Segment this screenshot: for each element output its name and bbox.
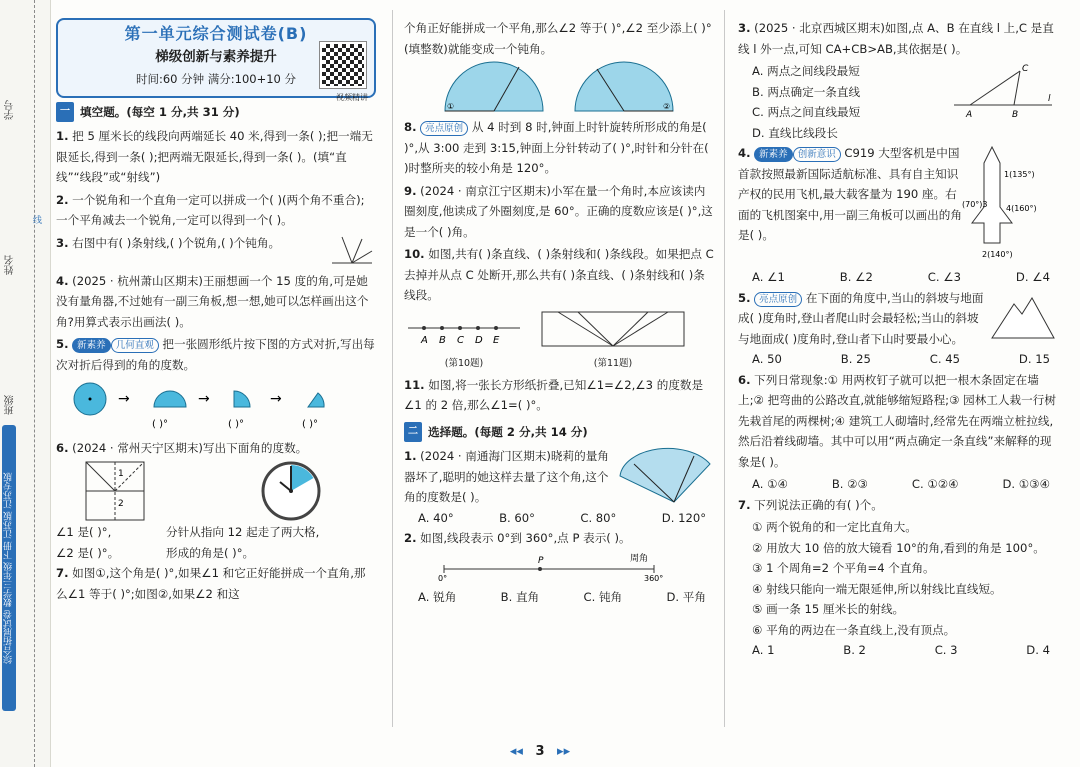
option-a[interactable]: A. 1 <box>752 643 775 657</box>
column-3 <box>738 18 1058 661</box>
section-number: 一 <box>56 102 74 123</box>
statement: ② 用放大 10 倍的放大镜看 10°的角,看到的角是 100°。 <box>752 540 1045 555</box>
option-d[interactable]: D. ∠4 <box>1015 270 1050 284</box>
skill-tag: 几何直观 <box>111 338 159 353</box>
prev-page-icon[interactable]: ◂◂ <box>509 744 523 759</box>
section-fill-heading <box>56 102 240 123</box>
choice-4-options <box>738 267 1058 288</box>
statement: ④ 射线只能向一端无限延伸,所以射线比直线短。 <box>752 581 1002 596</box>
svg-text:E: E <box>493 334 500 346</box>
cut-line <box>34 0 35 767</box>
question-10: 10. 如图,共有( )条直线、( )条射线和( )条线段。如果把点 C 去掉并从点 C 处断开,那么共有( )条直线、( )条射线和( )条线段。 <box>404 247 714 302</box>
svg-text:周角: 周角 <box>630 553 649 564</box>
option-d[interactable]: D. 直线比线段长 <box>752 125 838 140</box>
option-d[interactable]: D. 4 <box>1026 643 1050 657</box>
column-1 <box>56 18 376 606</box>
protractor-figures <box>404 61 714 117</box>
column-2 <box>404 18 714 608</box>
svg-text:→: → <box>270 391 282 407</box>
statement: ① 两个锐角的和一定比直角大。 <box>752 520 917 534</box>
exam-title: 第一单元综合测试卷(B) <box>124 24 308 43</box>
choice-2: 2. 如图,线段表示 0°到 360°,点 P 表示( )。 <box>404 531 631 545</box>
option-a[interactable]: A. 50 <box>752 352 782 366</box>
page-footer <box>0 744 1080 759</box>
section-title: 填空题。(每空 1 分,共 31 分) <box>80 104 240 119</box>
option-a[interactable]: A. 两点之间线段最短 <box>752 64 860 78</box>
choice-7: 7. 下列说法正确的有( )个。 <box>738 497 883 512</box>
choice-7-statements <box>738 517 1058 640</box>
svg-text:360°: 360° <box>644 573 664 581</box>
svg-text:( )°: ( )° <box>302 419 318 430</box>
figure-11-caption: (第11题) <box>593 358 633 369</box>
book-series-tag: 综合拓展试卷 数学三年级 下册 江苏版 江苏专版 <box>2 425 16 711</box>
option-c[interactable]: C. 钝角 <box>583 590 623 604</box>
choice-6-options <box>738 474 1058 495</box>
original-tag: 亮点原创 <box>754 292 802 307</box>
choice-1: 1. (2024 · 南通海门区期末)晓莉的量角器坏了,聪明的她这样去量了这个角,这个角的度数是( )。 <box>404 446 714 508</box>
choice-4: 4. 新素养 创新意识 C919 大型客机是中国首款按照最新国际适航标准、具有自主知识产权的民用飞机,最大载客量为 190 座。右面的飞机图案中,用一副三角板可以画出的角是( )。 1(135°) (70°)3 4(160°) 2(140°) <box>738 143 1058 267</box>
option-c[interactable]: C. 3 <box>934 643 958 657</box>
protractor-2 <box>569 61 679 117</box>
option-b[interactable]: B. 60° <box>499 510 535 525</box>
exam-subtitle: 梯级创新与素养提升 <box>155 48 277 65</box>
binding-margin <box>0 0 51 767</box>
option-b[interactable]: B. ∠2 <box>839 270 873 284</box>
question-6: 6. (2024 · 常州天宁区期末)写出下面角的度数。 <box>56 440 308 455</box>
svg-text:( )°: ( )° <box>228 419 244 430</box>
option-b[interactable]: B. 25 <box>840 352 871 366</box>
student-id-label: 学号 <box>5 100 16 120</box>
section-title: 选择题。(每题 2 分,共 14 分) <box>428 424 588 439</box>
choice-1-options <box>404 508 714 529</box>
class-label: 班级 <box>5 395 16 415</box>
option-c[interactable]: C. 80° <box>580 510 617 525</box>
column-divider <box>392 10 393 727</box>
option-b[interactable]: B. 直角 <box>500 590 540 604</box>
statement: ③ 1 个周角=2 个平角=4 个直角。 <box>752 561 935 575</box>
question-3: 3. 右图中有( )条射线,( )个锐角,( )个钝角。 <box>56 233 376 269</box>
q6-figures <box>56 460 376 522</box>
choice-3-body <box>738 61 1058 143</box>
next-page-icon[interactable]: ▸▸ <box>557 744 571 759</box>
option-c[interactable]: C. 两点之间直线最短 <box>752 105 861 119</box>
choice-2-options <box>404 587 714 608</box>
question-2: 2. 一个锐角和一个直角一定可以拼成一个( )(两个角不重合);一个平角减去一个锐角,一定可以得到一个( )。 <box>56 192 365 227</box>
literacy-tag: 新素养 <box>72 338 111 353</box>
option-b[interactable]: B. ②③ <box>831 477 868 491</box>
svg-text:B: B <box>1012 110 1019 120</box>
option-a[interactable]: A. ①④ <box>752 477 788 491</box>
svg-text:2: 2 <box>118 499 124 509</box>
choice-5: 5. 亮点原创 在下面的角度中,当山的斜坡与地面成( )度角时,登山者爬山时会最轻松;当山的斜坡与地面成( )度角时,登山者下山时要最小心。 <box>738 288 1058 350</box>
question-4: 4. (2025 · 杭州萧山区期末)王丽想画一个 15 度的角,可是她没有量角器,不过她有一副三角板,想一想,她可以怎样画出这个角?用算式表示出画法( )。 <box>56 273 369 329</box>
question-1: 1. 把 5 厘米长的线段向两端延长 40 米,得到一条( );把一端无限延长,得到一条( );把两端无限延长,得到一条( )。(填“直线”“线段”或“射线”) <box>56 129 373 184</box>
option-d[interactable]: D. 平角 <box>666 590 706 604</box>
rays-figure <box>326 233 376 269</box>
svg-text:A: A <box>421 334 428 346</box>
svg-text:B: B <box>439 334 446 346</box>
svg-text:②: ② <box>663 102 671 111</box>
svg-text:1(135°): 1(135°) <box>1004 170 1035 179</box>
section-choice-heading <box>404 422 588 443</box>
angle-line-figure <box>404 551 704 581</box>
triangle-line-figure <box>948 61 1058 121</box>
svg-text:D: D <box>475 334 483 346</box>
svg-text:P: P <box>538 555 544 566</box>
svg-text:0°: 0° <box>438 573 448 581</box>
literacy-tag: 新素养 <box>754 147 793 162</box>
option-c[interactable]: C. ①②④ <box>911 477 959 491</box>
page-number: 3 <box>535 744 545 759</box>
option-a[interactable]: A. ∠1 <box>752 270 785 284</box>
option-a[interactable]: A. 40° <box>418 510 454 525</box>
qr-label: 视频精讲 <box>336 93 368 102</box>
question-8: 8. 亮点原创 从 4 时到 8 时,钟面上时针旋转所形成的角是( )°,从 3:00 走到 3:15,钟面上分针转动了( )°,时针和分针在( )时整所夹的较小角是 120°。 <box>404 120 709 175</box>
column-divider <box>724 10 725 727</box>
option-a[interactable]: A. 锐角 <box>418 590 457 604</box>
q6-answers: ∠1 是( )°, ∠2 是( )°。 分针从指向 12 起走了两大格, 形成的角是( )°。 <box>56 525 320 560</box>
svg-text:C: C <box>1022 64 1029 74</box>
points-line-figure <box>404 308 524 348</box>
folded-paper-figure <box>538 308 688 348</box>
airplane-figure <box>962 143 1058 267</box>
exam-info: 时间:60 分钟 满分:100+10 分 <box>135 72 297 86</box>
question-5: 5. 新素养 几何直观 把一张圆形纸片按下图的方式对折,写出每次对折后得到的角的度数。 <box>56 337 375 372</box>
option-b[interactable]: B. 两点确定一条直线 <box>752 84 861 99</box>
svg-text:1: 1 <box>118 469 124 479</box>
option-d[interactable]: D. 120° <box>661 510 706 525</box>
svg-text:l: l <box>1048 94 1051 104</box>
option-c[interactable]: C. 45 <box>929 352 960 366</box>
statement: ⑥ 平角的两边在一条直线上,没有顶点。 <box>752 622 956 637</box>
question-9: 9. (2024 · 南京江宁区期末)小军在量一个角时,本应该读内圈刻度,他读成了外圈刻度,是 60°。正确的度数应该是( )°,这是一个( )角。 <box>404 183 713 239</box>
choice-3: 3. (2025 · 北京西城区期末)如图,点 A、B 在直线 l 上,C 是直线 l 外一点,可知 CA+CB>AB,其依据是( )。 <box>738 21 1054 56</box>
option-c[interactable]: C. ∠3 <box>927 270 962 284</box>
mountain-figure <box>988 288 1058 344</box>
clock-figure <box>216 460 366 522</box>
qr-code-icon[interactable] <box>320 42 366 88</box>
svg-text:→: → <box>118 391 130 407</box>
folded-square-figure <box>56 460 216 522</box>
option-d[interactable]: D. ①③④ <box>1002 477 1050 491</box>
paper-folding-figure <box>56 377 356 431</box>
option-d[interactable]: D. 15 <box>1018 352 1050 366</box>
figure-10-caption: (第10题) <box>444 358 484 369</box>
statement: ⑤ 画一条 15 厘米长的射线。 <box>752 602 905 616</box>
choice-7-options <box>738 640 1058 661</box>
svg-text:A: A <box>966 110 973 120</box>
question-7-continued: 个角正好能拼成一个平角,那么∠2 等于( )°,∠2 至少添上( )°(填整数)就能变成一个钝角。 <box>404 21 712 56</box>
choice-5-options <box>738 349 1058 370</box>
broken-protractor-figure <box>614 446 714 506</box>
svg-text:①: ① <box>447 102 455 111</box>
svg-text:→: → <box>198 391 210 407</box>
svg-text:4(160°): 4(160°) <box>1006 204 1037 213</box>
cut-mark: 线 <box>31 215 41 224</box>
svg-text:C: C <box>457 334 464 346</box>
option-b[interactable]: B. 2 <box>843 643 866 657</box>
question-7: 7. 如图①,这个角是( )°,如果∠1 和它正好能拼成一个直角,那么∠1 等于( )°;如图②,如果∠2 和这 <box>56 566 366 601</box>
svg-text:( )°: ( )° <box>152 419 168 430</box>
question-11: 11. 如图,将一张长方形纸折叠,已知∠1=∠2,∠3 的度数是∠1 的 2 倍,那么∠1=( )°。 <box>404 377 704 412</box>
choice-6: 6. 下列日常现象:① 用两枚钉子就可以把一根木条固定在墙上;② 把弯曲的公路改直,就能够缩短路程;③ 园林工人栽一行树先栽首尾的两棵树;④ 建筑工人砌墙时,经常先在两端立桩拉线,然后沿着线砌墙。其中可以用“两点确定一条直线”来解释的现象是( )。 <box>738 372 1056 469</box>
section-number: 二 <box>404 422 422 443</box>
svg-text:2(140°): 2(140°) <box>982 250 1013 259</box>
svg-text:(70°)3: (70°)3 <box>962 200 988 209</box>
name-label: 姓名 <box>5 255 16 275</box>
q10-q11-figures <box>404 308 714 375</box>
skill-tag: 创新意识 <box>793 147 841 162</box>
protractor-1 <box>439 61 549 117</box>
title-box <box>56 18 376 102</box>
original-tag: 亮点原创 <box>420 121 468 136</box>
